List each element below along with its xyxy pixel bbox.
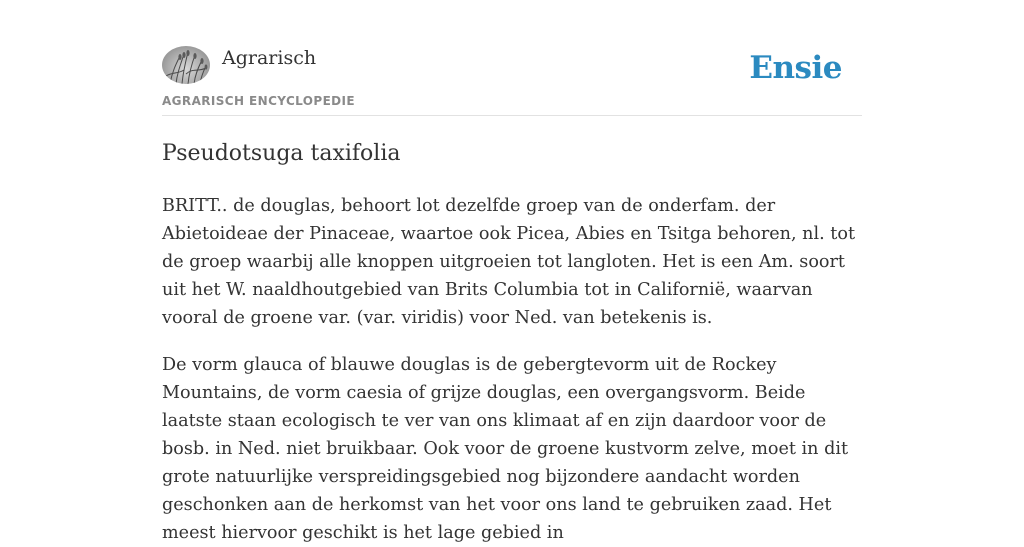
wheat-field-icon[interactable]	[162, 46, 210, 84]
site-subtitle: AGRARISCH ENCYCLOPEDIE	[162, 94, 355, 108]
page	[162, 0, 862, 543]
header	[162, 0, 862, 116]
category-label[interactable]: Agrarisch	[222, 47, 317, 69]
brand-logo[interactable]: Ensie	[749, 50, 842, 86]
article-title: Pseudotsuga taxifolia	[162, 141, 401, 166]
article-paragraph: De vorm glauca of blauwe douglas is de gebergtevorm uit de Rockey Mountains, de vorm caesia of grijze douglas, een overgangsvorm. Beide laatste staan ecologisch te ver van ons klimaat af en zijn daardoor voor de bosb. in Ned. niet bruikbaar. Ook voor de groene kustvorm zelve, moet in dit grote natuurlijke verspreidingsgebied nog bijzondere aandacht worden geschonken aan de herkomst van het voor ons land te gebruiken zaad. Het meest hiervoor geschikt is het lage gebied in	[162, 355, 849, 543]
article-paragraph: BRITT.. de douglas, behoort lot dezelfde groep van de onderfam. der Abietoideae der Pinaceae, waartoe ook Picea, Abies en Tsitga behoren, nl. tot de groep waarbij alle knoppen uitgroeien tot langloten. Het is een Am. soort uit het W. naaldhoutgebied van Brits Columbia tot in Californië, waarvan vooral de groene var. (var. viridis) voor Ned. van betekenis is.	[162, 196, 856, 328]
